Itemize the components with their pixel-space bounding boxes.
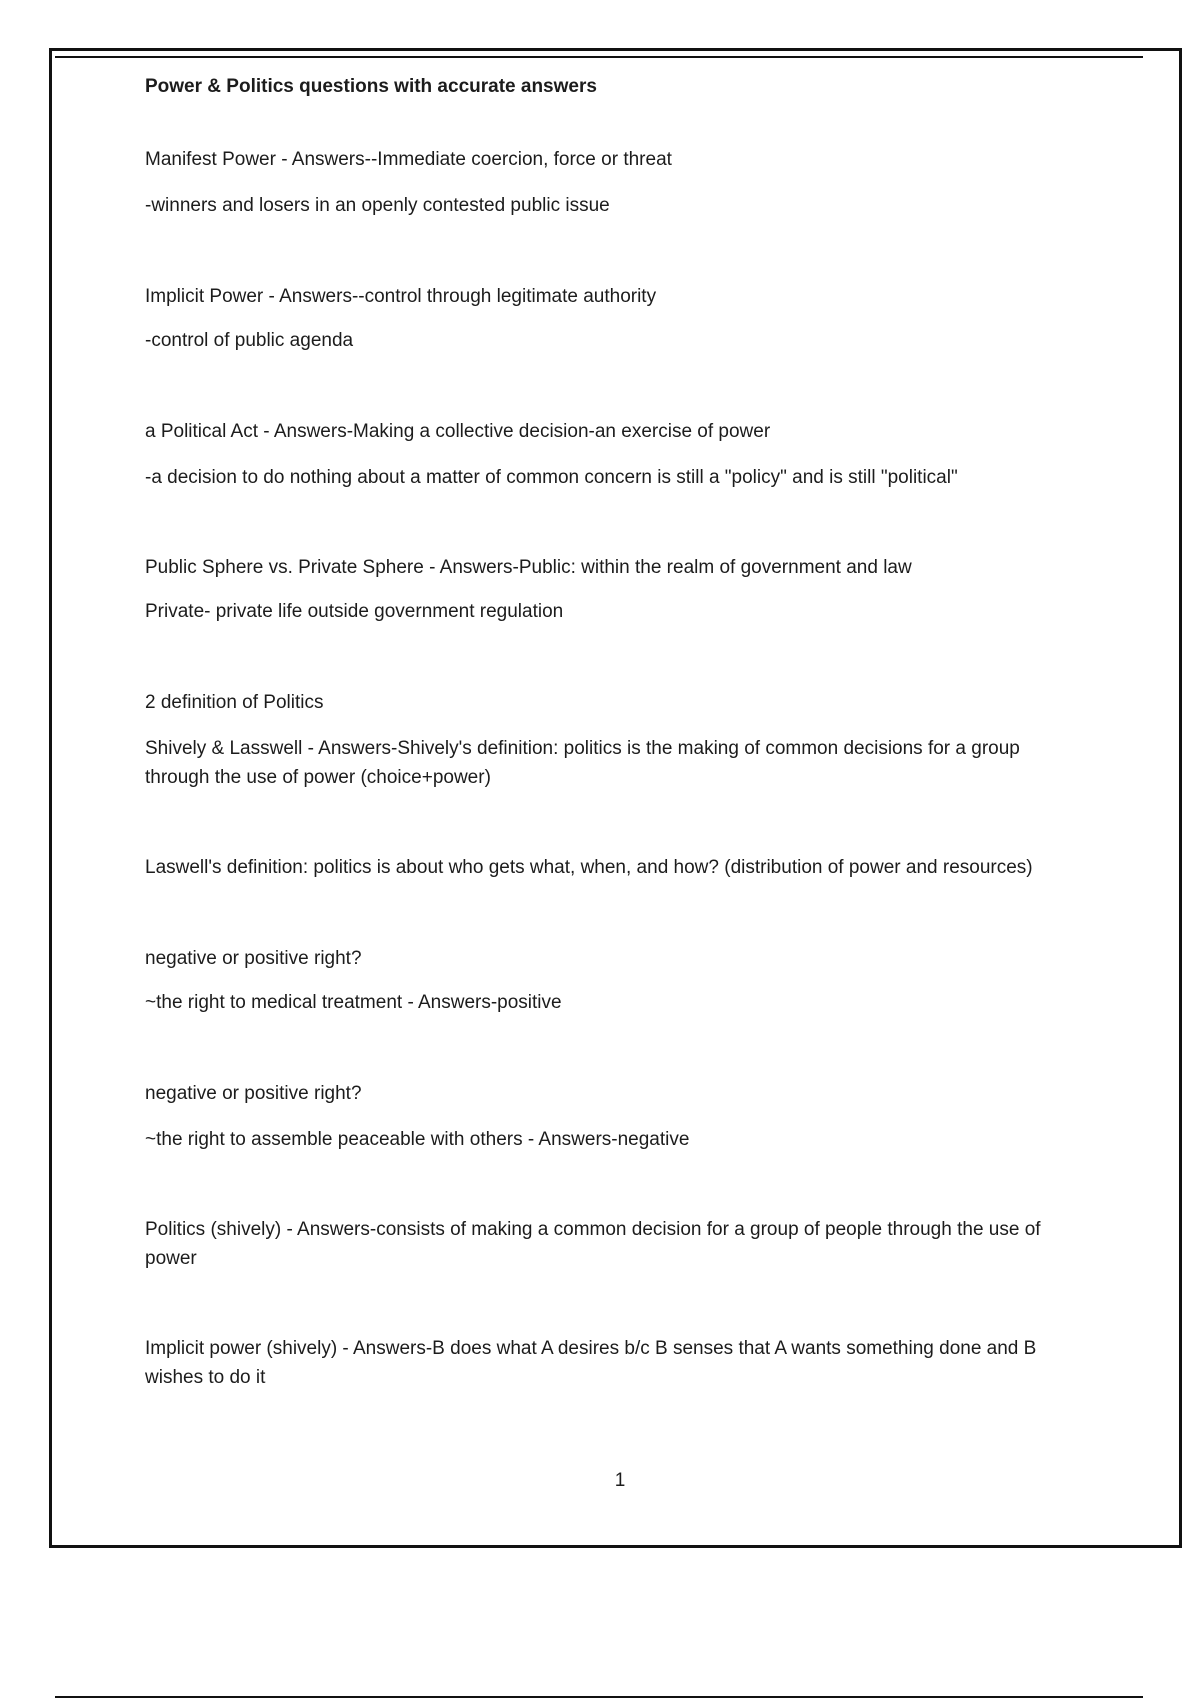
text-line: Public Sphere vs. Private Sphere - Answers-Public: within the realm of government and law [145, 557, 912, 578]
text-line: Implicit power (shively) - Answers-B does what A desires b/c B senses that A wants something done and B wishes to do it [145, 1338, 1042, 1388]
text-line: Implicit Power - Answers--control through legitimate authority [145, 286, 657, 307]
text-line: Politics (shively) - Answers-consists of making a common decision for a group of people through the use of power [145, 1219, 1046, 1269]
text-line: Manifest Power - Answers--Immediate coercion, force or threat [145, 149, 672, 170]
text-line: -control of public agenda [145, 330, 354, 351]
text-line: 2 definition of Politics [145, 692, 324, 713]
text-line: Shively & Lasswell - Answers-Shively's definition: politics is the making of common decisions for a group through the use of power (choice+power) [145, 738, 1026, 788]
top-rule [55, 56, 1143, 58]
text-line: a Political Act - Answers-Making a collective decision-an exercise of power [145, 421, 771, 442]
next-page-rule [55, 1696, 1143, 1698]
text-line: ~the right to assemble peaceable with others - Answers-negative [145, 1129, 690, 1150]
document-body [145, 72, 1080, 1392]
text-line: negative or positive right? [145, 948, 362, 969]
text-line: -a decision to do nothing about a matter of common concern is still a "policy" and is still "political" [145, 467, 958, 488]
text-line: negative or positive right? [145, 1083, 362, 1104]
text-line: Laswell's definition: politics is about who gets what, when, and how? (distribution of power and resources) [145, 857, 1033, 878]
text-line: Private- private life outside government regulation [145, 601, 564, 622]
text-line: -winners and losers in an openly contested public issue [145, 195, 610, 216]
page-number: 1 [614, 1470, 626, 1491]
document-title: Power & Politics questions with accurate answers [145, 76, 597, 97]
text-line: ~the right to medical treatment - Answers-positive [145, 992, 562, 1013]
